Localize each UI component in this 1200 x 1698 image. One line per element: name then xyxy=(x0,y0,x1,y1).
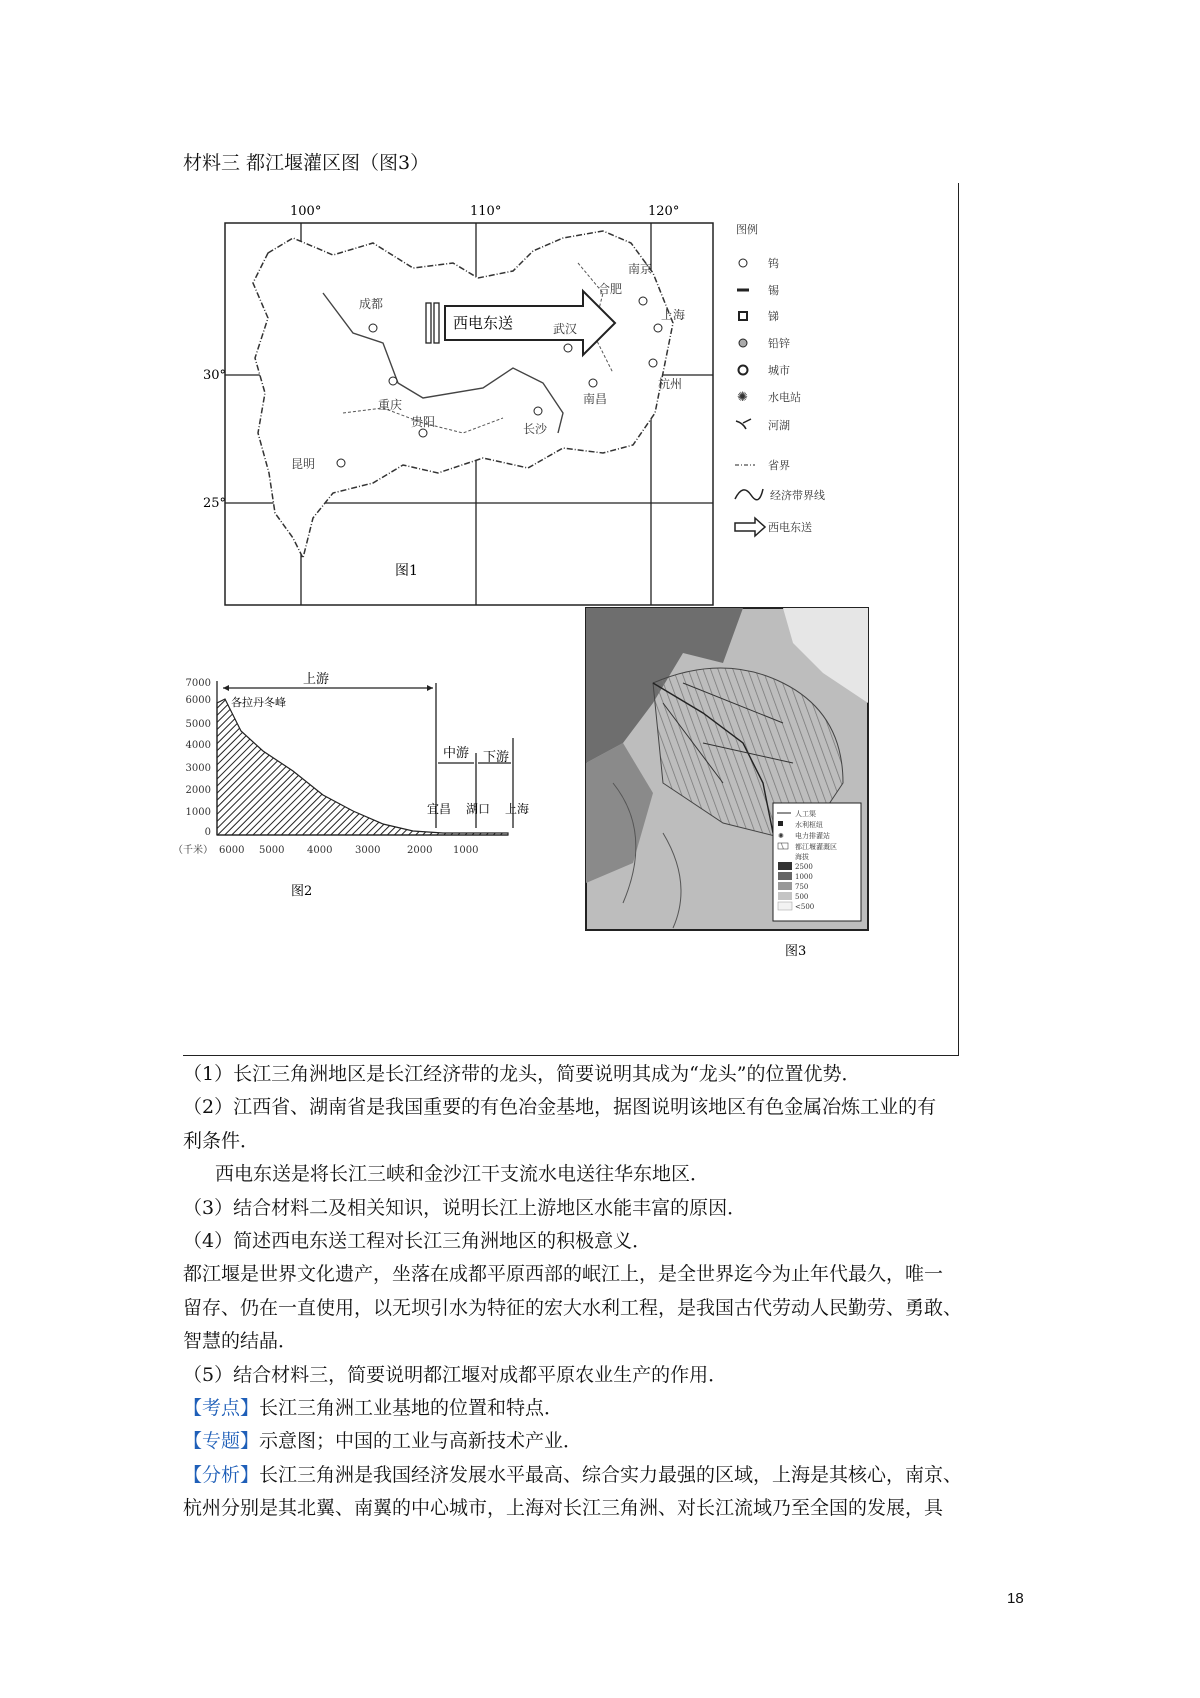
place-label: 湖口 xyxy=(466,802,491,816)
legend-item: 人工渠 xyxy=(795,810,816,818)
lat-label: 30° xyxy=(203,368,227,383)
x-tick: 3000 xyxy=(355,845,381,856)
basin-outline xyxy=(253,231,673,558)
x-tick: 1000 xyxy=(453,845,479,856)
x-tick: 6000 xyxy=(219,845,245,856)
material-three-caption: 材料三 都江堰灌区图（图3） xyxy=(183,152,430,174)
y-tick: 5000 xyxy=(185,719,211,730)
arrow-label: 西电东送 xyxy=(453,314,514,332)
y-tick: 1000 xyxy=(185,807,211,818)
city-label: 贵阳 xyxy=(411,415,436,429)
lon-label: 110° xyxy=(470,204,502,219)
lat-label: 25° xyxy=(203,496,227,511)
legend-item: 铅锌 xyxy=(768,337,790,350)
legend-item: 500 xyxy=(795,893,809,901)
figure-1-map xyxy=(203,204,825,605)
zhuanti-tag: 【专题】 xyxy=(183,1430,260,1453)
question-2-cont: 利条件． xyxy=(183,1129,260,1152)
lower-reach-label: 下游 xyxy=(483,750,510,765)
fenxi-tag: 【分析】 xyxy=(183,1463,260,1486)
city-label: 重庆 xyxy=(378,398,403,412)
city-label: 昆明 xyxy=(291,457,316,471)
x-tick: 2000 xyxy=(407,845,433,856)
legend-item: 河湖 xyxy=(768,419,790,432)
y-tick: 7000 xyxy=(185,678,211,689)
figure-3-irrigation-map xyxy=(586,608,868,959)
question-2: （2）江西省、湖南省是我国重要的有色冶金基地，据图说明该地区有色金属冶炼工业的有 xyxy=(183,1096,937,1119)
y-tick: 6000 xyxy=(185,695,211,706)
city-label: 武汉 xyxy=(553,322,578,336)
place-label: 上海 xyxy=(505,802,530,816)
y-tick: 4000 xyxy=(185,740,211,751)
material-three-line: 都江堰是世界文化遗产，坐落在成都平原西部的岷江上，是全世界迄今为止年代最久，唯一 xyxy=(183,1263,944,1286)
kaodian-text: 长江三角洲工业基地的位置和特点． xyxy=(259,1397,564,1420)
legend-item: 都江堰灌溉区 xyxy=(795,843,837,851)
city-label: 南昌 xyxy=(583,392,608,406)
question-4: （4）简述西电东送工程对长江三角洲地区的积极意义． xyxy=(183,1230,652,1253)
legend-item: 水电站 xyxy=(768,391,801,404)
legend-item: <500 xyxy=(795,903,815,911)
city-label: 合肥 xyxy=(598,282,623,296)
zhuanti-text: 示意图；中国的工业与高新技术产业． xyxy=(259,1430,583,1453)
legend-item: 钨 xyxy=(768,257,779,270)
legend-item: 2500 xyxy=(795,863,813,871)
elevation-profile xyxy=(217,699,508,835)
zhuanti-line xyxy=(183,1425,1023,1458)
figure-panel xyxy=(173,183,959,1056)
city-label: 杭州 xyxy=(658,377,683,391)
x-unit: （千米） xyxy=(173,845,213,856)
city-label: 上海 xyxy=(661,308,686,322)
legend-item: 电力排灌站 xyxy=(795,832,830,840)
page-number: 18 xyxy=(1007,1590,1024,1607)
figure-svg xyxy=(173,183,958,1055)
city-label: 成都 xyxy=(359,297,384,311)
peak-label: 各拉丹冬峰 xyxy=(231,696,286,709)
legend-item: 锡 xyxy=(768,284,779,297)
figure-2-profile xyxy=(173,672,529,899)
y-tick: 0 xyxy=(204,827,211,838)
svg-text:✺: ✺ xyxy=(778,832,784,840)
legend-item: 锑 xyxy=(768,310,779,323)
lon-label: 120° xyxy=(648,204,680,219)
map-legend xyxy=(735,222,825,536)
question-5: （5）结合材料三，简要说明都江堰对成都平原农业生产的作用． xyxy=(183,1363,728,1386)
fenxi-text: 长江三角洲是我国经济发展水平最高、综合实力最强的区域，上海是其核心，南京、 xyxy=(259,1463,963,1486)
figure-1-caption: 图1 xyxy=(395,563,418,579)
figure-3-caption: 图3 xyxy=(785,944,807,959)
legend-item: 1000 xyxy=(795,873,813,881)
arrow-legend-icon xyxy=(735,518,765,536)
x-tick: 4000 xyxy=(307,845,333,856)
fenxi-line xyxy=(183,1459,1023,1492)
material-three-line: 留存、仍在一直使用，以无坝引水为特征的宏大水利工程，是我国古代劳动人民勤劳、勇敢、 xyxy=(183,1296,963,1319)
legend-item: 海拔 xyxy=(795,853,809,861)
y-tick: 2000 xyxy=(185,785,211,796)
river-icon xyxy=(736,419,751,429)
upper-reach-label: 上游 xyxy=(303,672,330,687)
legend-item: 城市 xyxy=(768,364,790,377)
hydro-icon: ✺ xyxy=(737,390,748,405)
material-three-line: 智慧的结晶． xyxy=(183,1330,298,1353)
question-1: （1）长江三角洲地区是长江经济带的龙头，简要说明其成为“龙头”的位置优势． xyxy=(183,1063,861,1085)
kaodian-tag: 【考点】 xyxy=(183,1397,260,1420)
fenxi-line-2: 杭州分别是其北翼、南翼的中心城市，上海对长江三角洲、对长江流域乃至全国的发展，具 xyxy=(183,1497,944,1520)
question-text xyxy=(183,1058,1023,1526)
x-tick: 5000 xyxy=(259,845,285,856)
legend-item: 西电东送 xyxy=(768,521,812,534)
legend-item: 水利枢纽 xyxy=(795,821,823,829)
kaodian-line xyxy=(183,1392,1023,1425)
legend-item: 省界 xyxy=(768,459,790,472)
middle-reach-label: 中游 xyxy=(443,746,470,761)
figure-2-caption: 图2 xyxy=(291,884,313,899)
city-label: 长沙 xyxy=(523,422,548,436)
legend-title: 图例 xyxy=(736,223,758,236)
legend-item: 经济带界线 xyxy=(770,489,825,502)
question-3: （3）结合材料二及相关知识，说明长江上游地区水能丰富的原因． xyxy=(183,1196,747,1219)
material-two: 西电东送是将长江三峡和金沙江干支流水电送往华东地区． xyxy=(215,1163,710,1186)
city-label: 南京 xyxy=(628,262,653,276)
y-tick: 3000 xyxy=(185,763,211,774)
lon-label: 100° xyxy=(290,204,322,219)
place-label: 宜昌 xyxy=(427,802,452,816)
legend-item: 750 xyxy=(795,883,809,891)
